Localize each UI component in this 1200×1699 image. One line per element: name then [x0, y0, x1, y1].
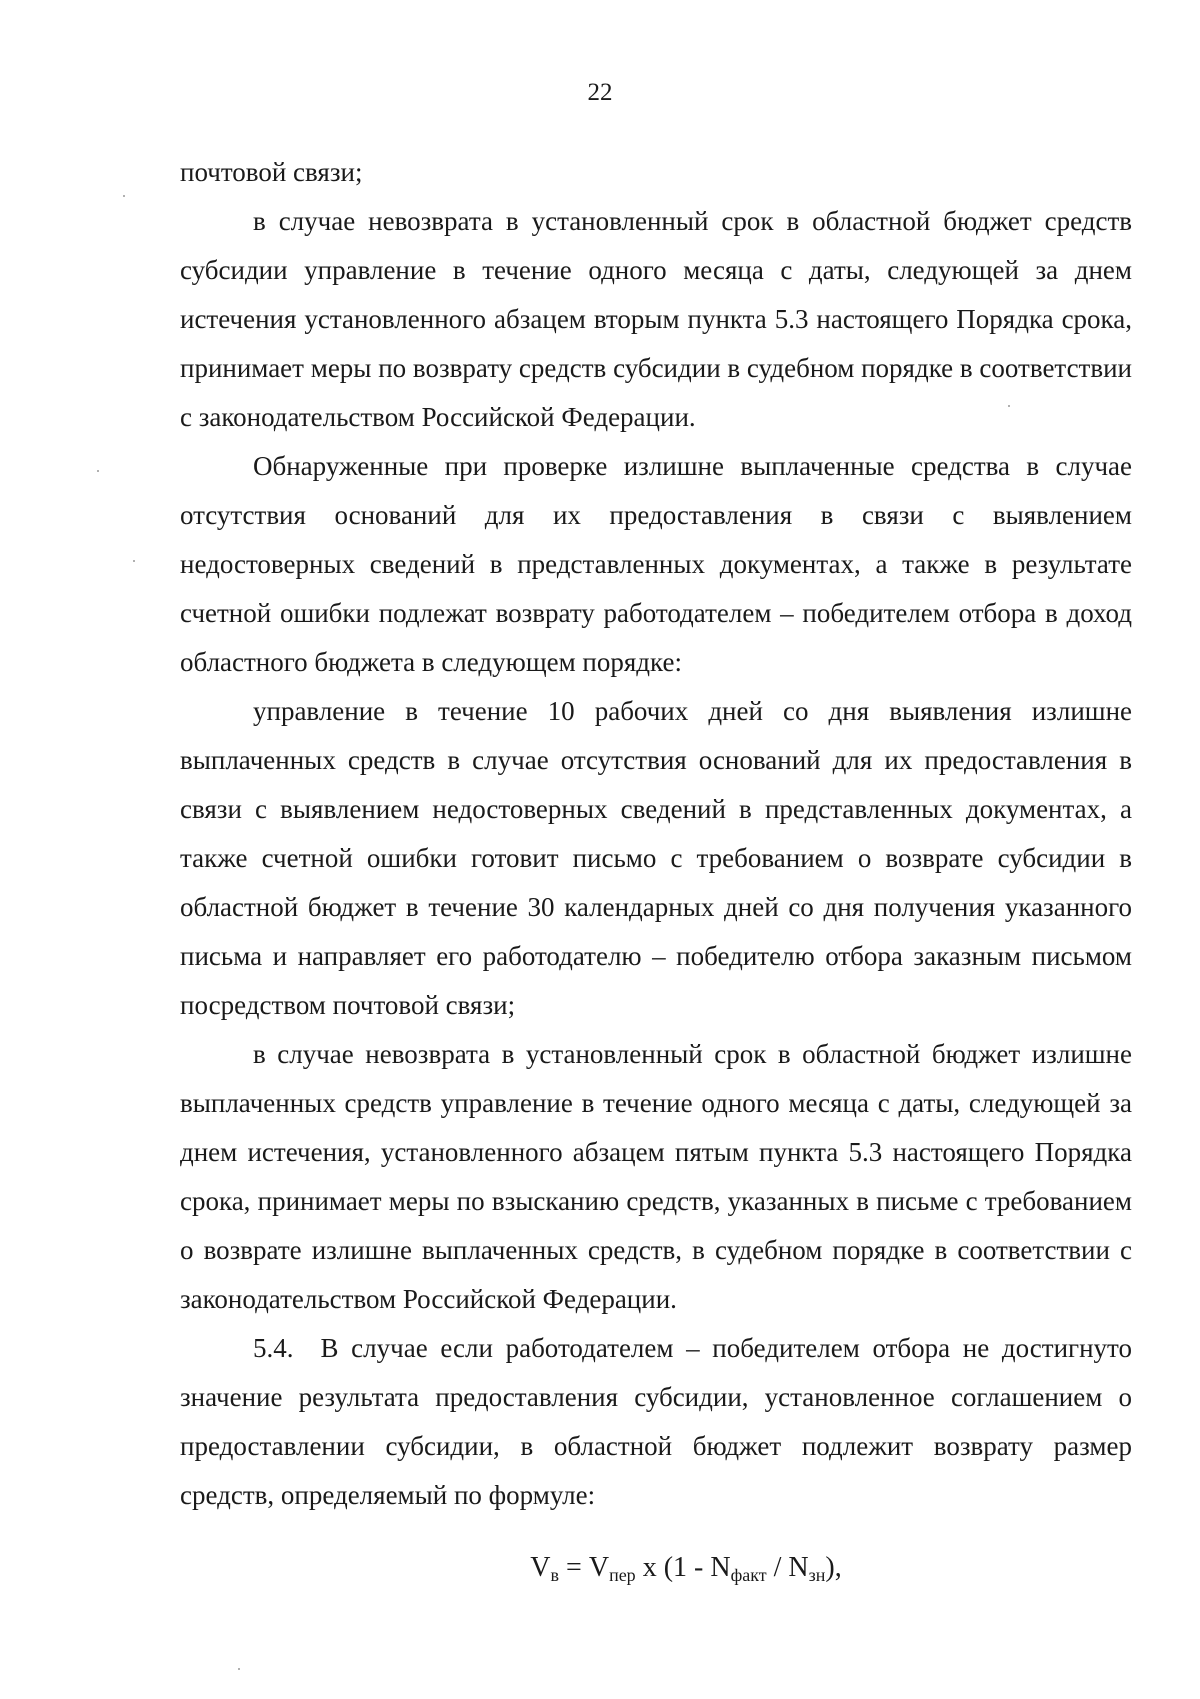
paragraph-non-return-subsidy: в случае невозврата в установленный срок в областной бюджет средств субсидии управление в течение одного месяца с даты, следующей за днем истечения установленного абзацем вторым пункта 5.3 настоящего Порядка срока, принимает меры по возврату средств субсидии в судебном порядке в соответствии с законодательством Российской Федерации.: [180, 206, 1132, 432]
paragraph-management-letter: управление в течение 10 рабочих дней со дня выявления излишне выплаченных средств в случае отсутствия оснований для их предоставления в связи с выявлением недостоверных сведений в представленных документах, а также счетной ошибки готовит письмо с требованием о возврате субсидии в областной бюджет в течение 30 календарных дней со дня получения указанного письма и направляет его работодателю – победителю отбора заказным письмом посредством почтовой связи;: [180, 696, 1132, 1020]
paragraph-overpaid-funds: Обнаруженные при проверке излишне выплаченные средства в случае отсутствия оснований для их предоставления в связи с выявлением недостоверных сведений в представленных документах, а также в результате счетной ошибки подлежат возврату работодателем – победителем отбора в доход областного бюджета в следующем порядке:: [180, 451, 1132, 677]
scan-speck: [133, 560, 135, 562]
paragraph-non-return-overpaid: в случае невозврата в установленный срок в областной бюджет излишне выплаченных средств управление в течение одного месяца с даты, следующей за днем истечения, установленного абзацем пятым пункта 5.3 настоящего Порядка срока, принимает меры по взысканию средств, указанных в письме с требованием о возврате излишне выплаченных средств, в судебном порядке в соответствии с законодательством Российской Федерации.: [180, 1039, 1132, 1314]
scan-speck: [97, 470, 99, 472]
formula-slash: /: [766, 1552, 789, 1583]
formula-tail: ),: [825, 1552, 842, 1583]
formula-lhs-sub: в: [550, 1565, 560, 1585]
formula-v-sub: пер: [609, 1565, 636, 1585]
formula-n-fact-sub: факт: [730, 1565, 767, 1585]
formula-n-plan: N: [788, 1552, 809, 1583]
scan-speck: [1008, 405, 1010, 407]
formula-lhs: V: [530, 1552, 551, 1583]
formula-v: V: [588, 1552, 610, 1583]
page-number: 22: [587, 79, 613, 106]
formula: [180, 1548, 1132, 1588]
formula-n-fact: N: [710, 1552, 731, 1583]
scan-speck: [238, 1668, 240, 1670]
paragraph-postal: почтовой связи;: [180, 157, 363, 187]
paragraph-section-5-4: 5.4. В случае если работодателем – победителем отбора не достигнуто значение результата предоставления субсидии, установленное соглашением о предоставлении субсидии, в областной бюджет подлежит возврату размер средств, определяемый по формуле:: [180, 1333, 1132, 1510]
formula-n-plan-sub: зн: [808, 1565, 826, 1585]
formula-equals: =: [559, 1552, 589, 1583]
document-body: [180, 148, 1132, 1588]
formula-mid: х (1 -: [635, 1552, 711, 1583]
scan-speck: [123, 195, 125, 197]
